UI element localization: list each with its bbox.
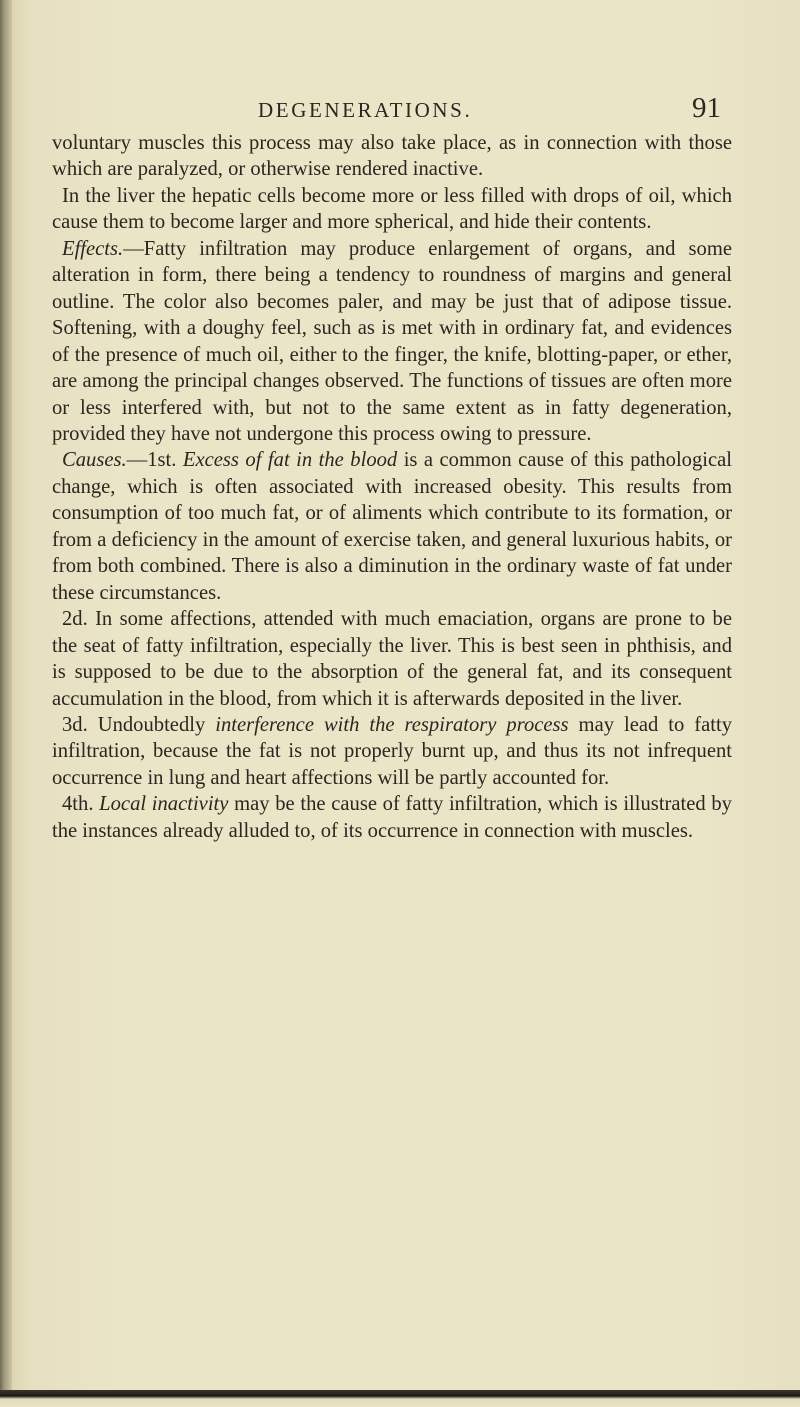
paragraph-text: 4th. <box>62 793 100 816</box>
paragraph <box>52 606 732 712</box>
binding-shadow <box>0 0 12 1407</box>
page-bottom-edge <box>0 1390 800 1407</box>
paragraph <box>52 130 732 183</box>
paragraph <box>52 712 732 791</box>
running-head: DEGENERATIONS. <box>258 98 473 122</box>
paragraph-text: —1st. <box>126 449 183 472</box>
paragraph-text: is a common cause of this pathological change, which is often associated with increased obesity. This results from consumption of too much fat, or of aliments which contribute to its formation, or from a deficiency in the amount of exercise taken, and general luxurious habits, or from both combined. There is also a diminution in the ordinary waste of fat under these circumstances. <box>52 449 732 604</box>
paragraph-text: may lead to fatty infiltration, because the fat is not properly burnt up, and thus its not infrequent occurrence in lung and heart affections will be partly accounted for. <box>52 713 733 789</box>
page-number: 91 <box>692 92 721 124</box>
emphasis-text: Local inactivity <box>99 793 229 816</box>
paragraph <box>52 791 732 844</box>
paragraph-text: voluntary muscles this process may also take place, as in connection with those which are paralyzed, or otherwise rendered inactive. <box>52 132 732 181</box>
emphasis-text: Excess of fat in the blood <box>182 449 398 472</box>
paragraph-text: 3d. Undoubtedly <box>62 713 216 736</box>
paragraph-text: —Fatty infiltration may produce enlargement of organs, and some alteration in form, there being a tendency to roundness of margins and general outline. The color also becomes paler, and may be just that of adipose tissue. Softening, with a doughy feel, such as is met with in ordinary fat, and evidences of the presence of much oil, either to the finger, the knife, blotting-paper, or ether, are among the principal changes observed. The functions of tissues are often more or less interfered with, but not to the same extent as in fatty degeneration, provided they have not undergone this process owing to pressure. <box>52 237 732 445</box>
emphasis-text: interference with the respiratory process <box>215 713 569 736</box>
section-heading-effects: Effects. <box>62 237 124 260</box>
page-header <box>0 92 800 128</box>
paragraph-causes <box>52 447 732 606</box>
paragraph-text: In the liver the hepatic cells become more or less filled with drops of oil, which cause them to become larger and more spherical, and hide their contents. <box>52 184 732 234</box>
paragraph-text: may be the cause of fatty infiltration, which is illustrated by the instances already alluded to, of its occurrence in connection with muscles. <box>52 793 732 842</box>
body-text <box>52 130 732 844</box>
section-heading-causes: Causes. <box>62 449 127 472</box>
paragraph-effects <box>52 236 732 448</box>
paragraph-text: 2d. In some affections, attended with much emaciation, organs are prone to be the seat of fatty infiltration, especially the liver. This is best seen in phthisis, and is supposed to be due to the absorption of the general fat, and its consequent accumulation in the blood, from which it is afterwards deposited in the liver. <box>52 608 732 710</box>
paragraph <box>52 183 732 236</box>
